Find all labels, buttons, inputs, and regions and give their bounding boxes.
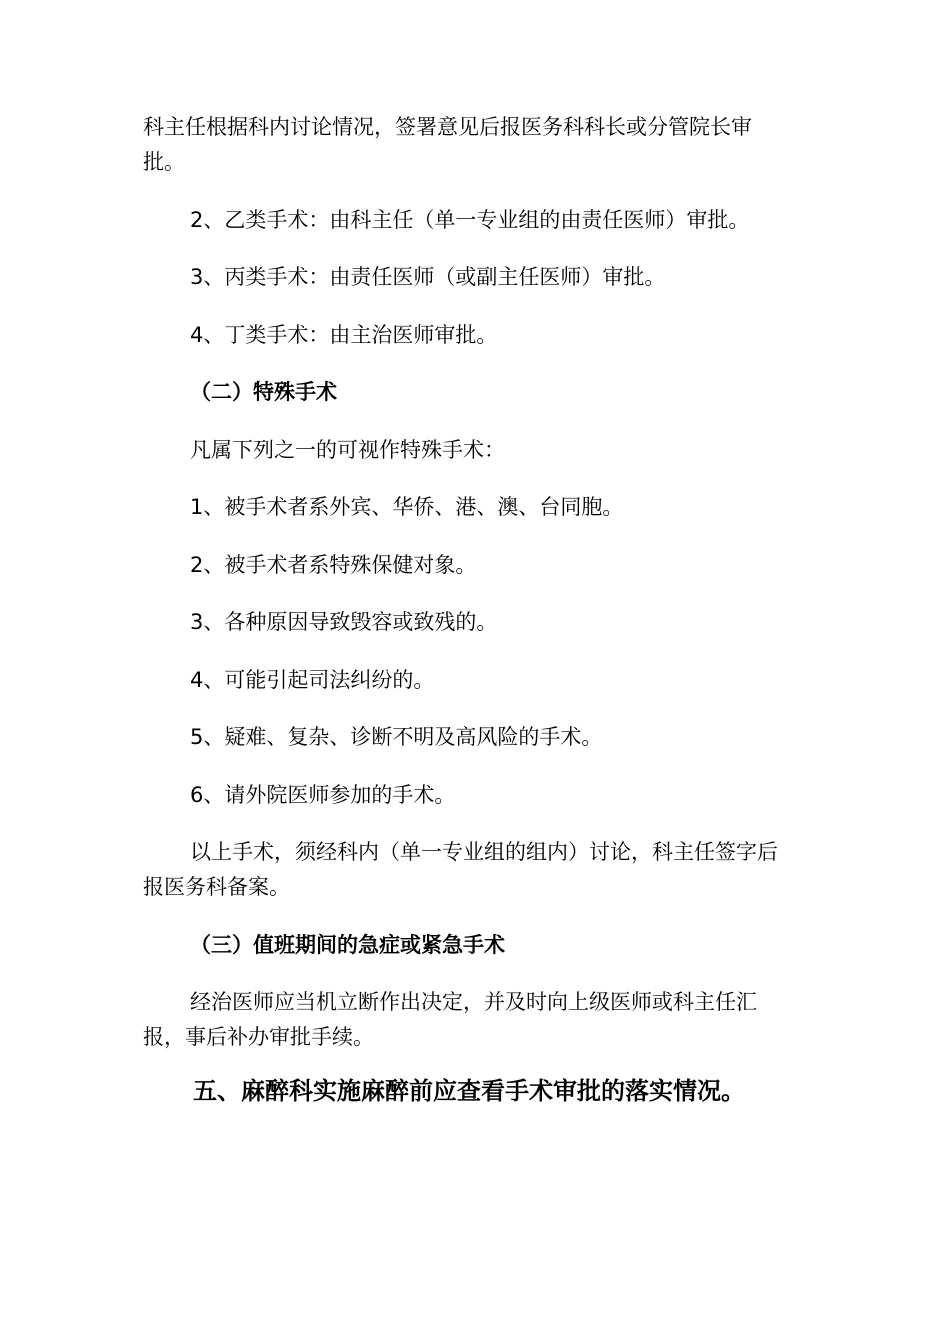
list-item-class-c: 3、丙类手术：由责任医师（或副主任医师）审批。 xyxy=(190,265,666,289)
special-note-line: 以上手术，须经科内（单一专业组的组内）讨论，科主任签字后 xyxy=(190,840,778,864)
special-item: 1、被手术者系外宾、华侨、港、澳、台同胞。 xyxy=(190,495,624,519)
special-item: 4、可能引起司法纠纷的。 xyxy=(190,668,435,692)
paragraph-line: 批。 xyxy=(143,150,185,174)
special-item: 5、疑难、复杂、诊断不明及高风险的手术。 xyxy=(190,725,603,749)
special-item: 2、被手术者系特殊保健对象。 xyxy=(190,553,477,577)
section-title-special-surgery: （二）特殊手术 xyxy=(190,380,337,404)
list-item-class-d: 4、丁类手术：由主治医师审批。 xyxy=(190,323,498,347)
paragraph-line: 科主任根据科内讨论情况，签署意见后报医务科科长或分管院长审 xyxy=(143,115,752,139)
section-title-emergency-surgery: （三）值班期间的急症或紧急手术 xyxy=(190,933,505,957)
emergency-paragraph-line: 报，事后补办审批手续。 xyxy=(143,1025,374,1049)
emergency-paragraph-line: 经治医师应当机立断作出决定，并及时向上级医师或科主任汇 xyxy=(190,990,757,1014)
special-surgery-intro: 凡属下列之一的可视作特殊手术： xyxy=(190,438,505,462)
special-item: 3、各种原因导致毁容或致残的。 xyxy=(190,610,498,634)
list-item-class-b: 2、乙类手术：由科主任（单一专业组的由责任医师）审批。 xyxy=(190,208,750,232)
special-note-line: 报医务科备案。 xyxy=(143,875,290,899)
section-heading-five: 五、麻醉科实施麻醉前应查看手术审批的落实情况。 xyxy=(193,1077,745,1105)
special-item: 6、请外院医师参加的手术。 xyxy=(190,783,456,807)
